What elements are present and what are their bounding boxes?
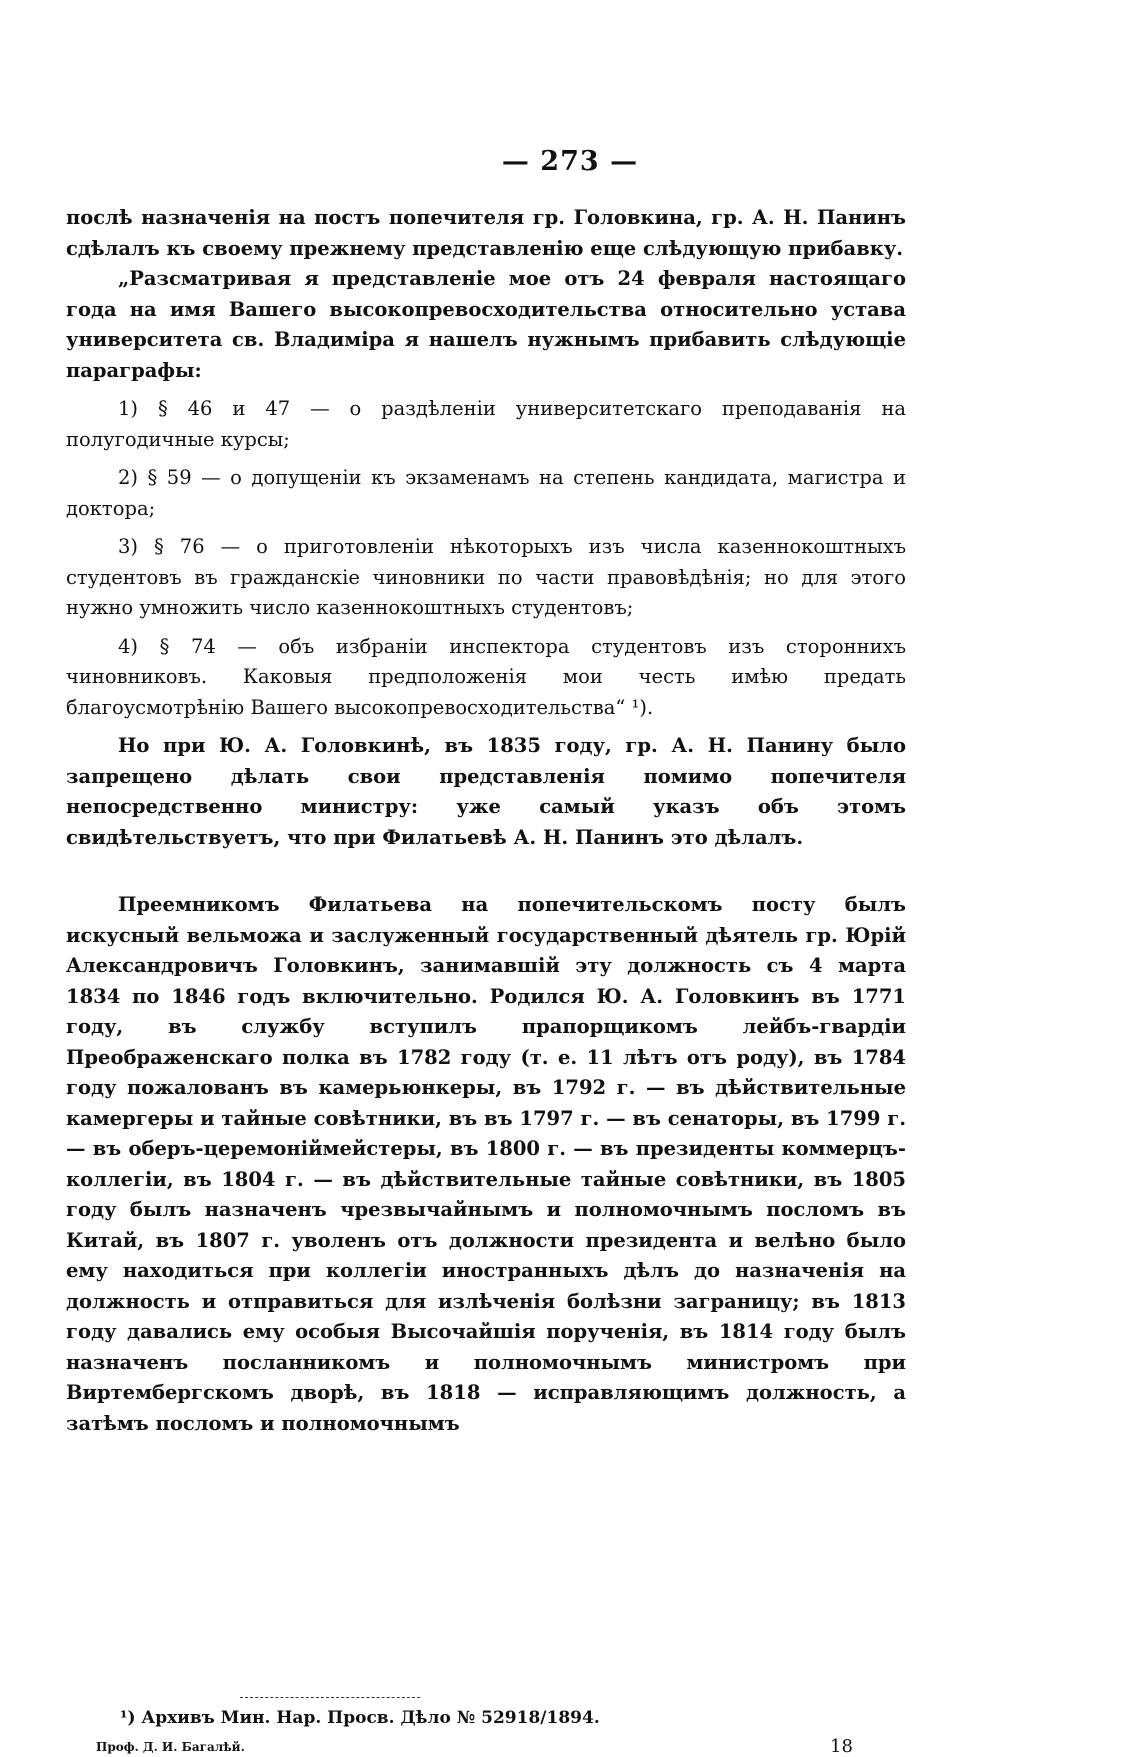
body-text-bottom	[66, 890, 906, 1439]
sheet-number: 18	[830, 1736, 853, 1757]
signature-line: Проф. Д. И. Багалѣй.	[96, 1740, 245, 1754]
list-item: 4) § 74 — объ избраніи инспектора студентовъ изъ стороннихъ чиновниковъ. Каковыя предположенія мои честь имѣю предать благоусмотрѣнію Вашего высокопревосходительства“ ¹).	[66, 634, 906, 719]
footnote: ¹) Архивъ Мин. Нар. Просв. Дѣло № 52918/1894.	[120, 1708, 600, 1728]
page-number: — 273 —	[501, 146, 639, 177]
list-item: 3) § 76 — о приготовленіи нѣкоторыхъ изъ числа казеннокоштныхъ студентовъ въ гражданскіе чиновники по части правовѣдѣнія; но для этого нужно умножить число казеннокоштныхъ студентовъ;	[66, 535, 906, 619]
footnote-divider	[240, 1697, 420, 1698]
list-item: 1) § 46 и 47 — о раздѣленіи университетскаго преподаванія на полугодичные курсы;	[66, 397, 906, 451]
list-item: 2) § 59 — о допущеніи къ экзаменамъ на степень кандидата, магистра и доктора;	[66, 466, 906, 520]
body-text-top	[66, 203, 906, 853]
paragraph: Преемникомъ Филатьева на попечительскомъ посту былъ искусный вельможа и заслуженный государственный дѣятель гр. Юрій Александровичъ Головкинъ, занимавшій эту должность съ 4 марта 1834 по 1846 годъ включительно. Родился Ю. А. Головкинъ въ 1771 году, въ службу вступилъ прапорщикомъ лейбъ-гвардіи Преображенскаго полка въ 1782 году (т. е. 11 лѣтъ отъ роду), въ 1784 году пожалованъ въ камерьюнкеры, въ 1792 г. — въ дѣйствительные камергеры и тайные совѣтники, въ въ 1797 г. — въ сенаторы, въ 1799 г. — въ оберъ-церемоніймейстеры, въ 1800 г. — въ президенты коммерцъ-коллегіи, въ 1804 г. — въ дѣйствительные тайные совѣтники, въ 1805 году былъ назначенъ чрезвычайнымъ и полномочнымъ посломъ въ Китай, въ 1807 г. уволенъ отъ должности президента и велѣно было ему находиться при коллегіи иностранныхъ дѣлъ до назначенія на должность и отправиться для излѣченія болѣзни заграницу; въ 1813 году давались ему особыя Высочайшія порученія, въ 1814 году былъ назначенъ посланникомъ и полномочнымъ министромъ при Виртембергскомъ дворѣ, въ 1818 — исправляющимъ должность, а затѣмъ посломъ и полномочнымъ	[66, 893, 906, 1435]
paragraph: Но при Ю. А. Головкинѣ, въ 1835 году, гр. А. Н. Панину было запрещено дѣлать свои представленія помимо попечителя непосредственно министру: уже самый указъ объ этомъ свидѣтельствуетъ, что при Филатьевѣ А. Н. Панинъ это дѣлалъ.	[66, 734, 906, 849]
paragraph: послѣ назначенія на постъ попечителя гр. Головкина, гр. А. Н. Панинъ сдѣлалъ къ своему прежнему представленію еще слѣдующую прибавку.	[66, 206, 906, 260]
paragraph: „Разсматривая я представленіе мое отъ 24 февраля настоящаго года на имя Вашего высокопревосходительства относительно устава университета св. Владиміра я нашелъ нужнымъ прибавить слѣдующіе параграфы:	[66, 267, 906, 382]
